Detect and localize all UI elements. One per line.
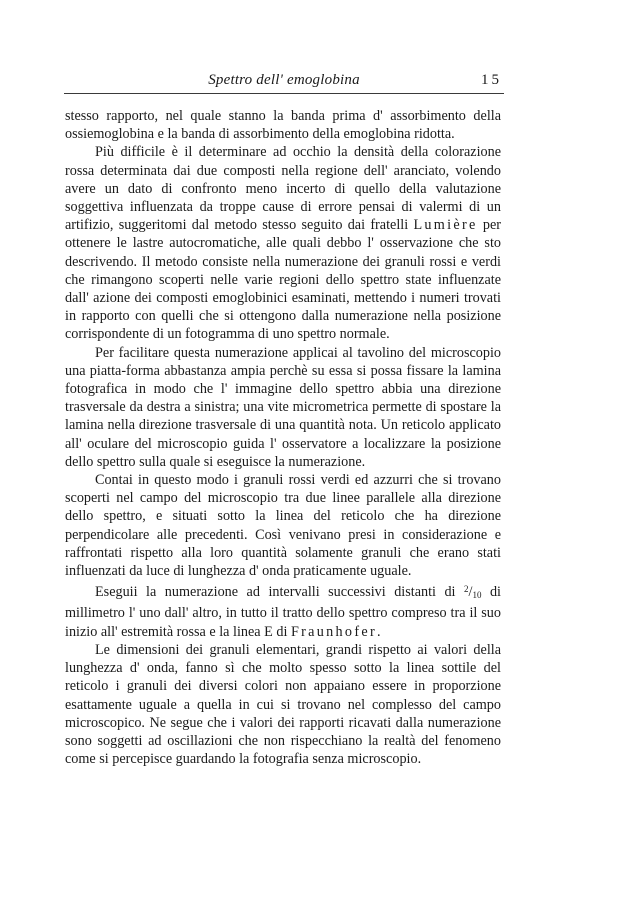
paragraph-3 bbox=[65, 344, 501, 471]
paragraph-1 bbox=[65, 107, 501, 143]
paragraph-text: Contai in questo modo i granuli rossi verdi ed azzurri che si trovano scoperti nel campo del microscopio tra due linee parallele alla direzione dello spettro, e situati sotto la linea del reticolo che ha direzione perpendicolare alle precedenti. Così venivano presi in considerazione e raffrontati rispetto alla loro quantità solamente granuli che erano stati influenzati da luce di lunghezza d' onda praticamente uguale. bbox=[65, 472, 501, 580]
paragraph-text: Più difficile è il determinare ad occhio la densità della colorazione rossa determinata dai due composti nella regione dell' aranciato, volendo avere un dato di confronto meno incerto di quello della valutazione soggettiva influenzata da troppe cause di errore pensai di valermi di un artifizio, suggeritomi dal metodo stesso seguito dai fratelli bbox=[65, 144, 501, 234]
paragraph-text: di millimetro l' uno dall' altro, in tutto il tratto dello spettro compreso tra il suo inizio all' estremità rossa e la linea E di bbox=[65, 584, 501, 640]
fraction-numerator: 2 bbox=[464, 584, 469, 595]
body-text bbox=[65, 107, 501, 768]
fraction-slash: / bbox=[468, 584, 473, 601]
paragraph-text: per ottenere le lastre autocromatiche, alle quali debbo l' osservazione che sto descrivendo. Il metodo consiste nella numerazione dei granuli rossi e verdi che rimangono scoperti nelle varie regioni dello spettro state influenzate dall' azione dei composti emoglobinici esaminati, mettendo i numeri trovati in rapporto con quelli che si ottengono dalla numerazione nella posizione corrispondente di un fotogramma di uno spettro normale. bbox=[65, 217, 501, 343]
running-title: Spettro dell' emoglobina bbox=[208, 72, 360, 88]
paragraph-6 bbox=[65, 641, 501, 768]
paragraph-text: Le dimensioni dei granuli elementari, grandi rispetto ai valori della lunghezza d' onda, fanno sì che molto spesso sotto la linea sottile del reticolo i granuli dei diversi colori non appaiano essere in proporzione esattamente uguale a quella in cui si trovano nel complesso del campo microscopico. Ne segue che i valori dei rapporti ricavati dalla numerazione sono soggetti ad oscillazioni che non rispecchiano la realtà del fenomeno come si percepisce guardando la fotografia senza microscopio. bbox=[65, 641, 501, 768]
paragraph-text: . bbox=[376, 623, 381, 640]
paragraph-text: Per facilitare questa numerazione applicai al tavolino del microscopio una piatta-forma abbastanza ampia perchè su essa si possa fissare la lamina fotografica in modo che l' immagine dello spettro abbia una direzione trasversale da destra a sinistra; una vite micrometrica permette di spostare la lamina nella direzione trasversale di una quantità nota. Un reticolo applicato all' oculare del microscopio guida l' osservatore a localizzare la posizione dello spettro sulla quale si eseguisce la numerazione. bbox=[65, 344, 501, 470]
paragraph-5 bbox=[65, 580, 501, 641]
name-lumiere: Lumière bbox=[413, 217, 478, 234]
fraction-denominator: 10 bbox=[472, 590, 482, 601]
paragraph-4 bbox=[65, 471, 501, 580]
paragraph-text: Eseguii la numerazione ad intervalli successivi distanti di bbox=[95, 584, 464, 601]
page-number: 15 bbox=[481, 72, 502, 88]
running-head bbox=[64, 71, 504, 94]
paragraph-text: stesso rapporto, nel quale stanno la banda prima d' assorbimento della ossiemoglobina e la banda di assorbimento della emoglobina ridotta. bbox=[65, 108, 501, 143]
paragraph-2 bbox=[65, 143, 501, 343]
name-fraunhofer: Fraunhofer bbox=[290, 623, 377, 640]
